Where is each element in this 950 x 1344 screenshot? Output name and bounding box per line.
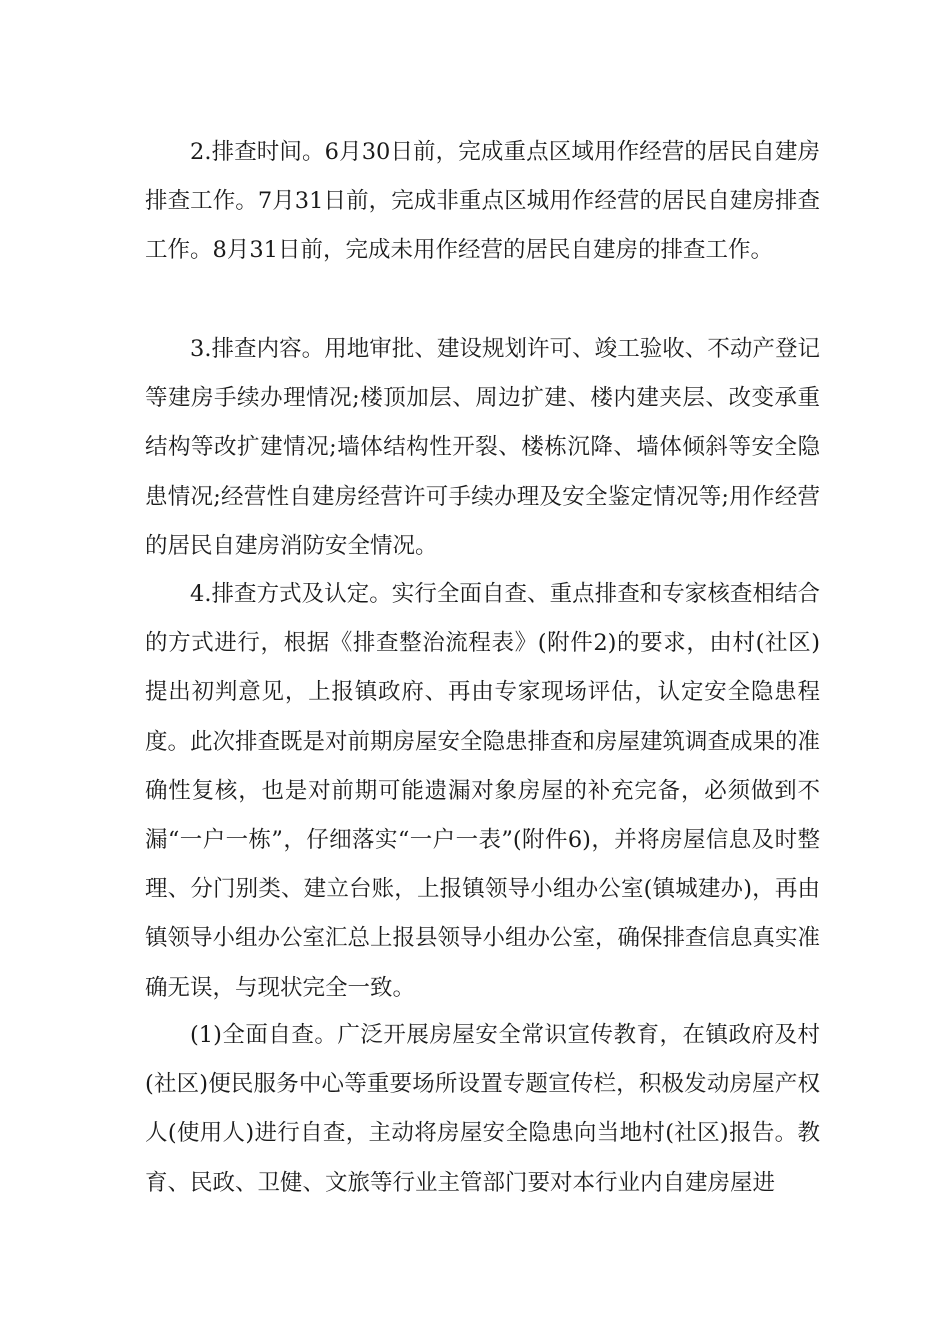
- paragraph-inspection-time: 2.排查时间。6月30日前，完成重点区域用作经营的居民自建房排查工作。7月31日前，完成非重点区城用作经营的居民自建房排查工作。8月31日前，完成未用作经营的居民自建房的排查工作。: [145, 139, 820, 264]
- paragraph-inspection-method: 4.排查方式及认定。实行全面自查、重点排查和专家核查相结合的方式进行，根据《排查整治流程表》(附件2)的要求，由村(社区)提出初判意见，上报镇政府、再由专家现场评估，认定安全隐患程度。此次排查既是对前期房屋安全隐患排查和房屋建筑调查成果的准确性复核，也是对前期可能遗漏对象房屋的补充完备，必须做到不漏“一户一栋”，仔细落实“一户一表”(附件6)，并将房屋信息及时整理、分门别类、建立台账，上报镇领导小组办公室(镇城建办)，再由镇领导小组办公室汇总上报县领导小组办公室，确保排查信息真实准确无误，与现状完全一致。: [145, 581, 821, 1001]
- paragraph-self-inspection: (1)全面自查。广泛开展房屋安全常识宣传教育，在镇政府及村(社区)便民服务中心等重要场所设置专题宣传栏，积极发动房屋产权人(使用人)进行自查，主动将房屋安全隐患向当地村(社区)报告。教育、民政、卫健、文旅等行业主管部门要对本行业内自建房屋进: [145, 1022, 820, 1196]
- paragraph-inspection-content: 3.排查内容。用地审批、建设规划许可、竣工验收、不动产登记等建房手续办理情况;楼顶加层、周边扩建、楼内建夹层、改变承重结构等改扩建情况;墙体结构性开裂、楼栋沉降、墙体倾斜等安全隐患情况;经营性自建房经营许可手续办理及安全鉴定情况等;用作经营的居民自建房消防安全情况。: [145, 336, 820, 559]
